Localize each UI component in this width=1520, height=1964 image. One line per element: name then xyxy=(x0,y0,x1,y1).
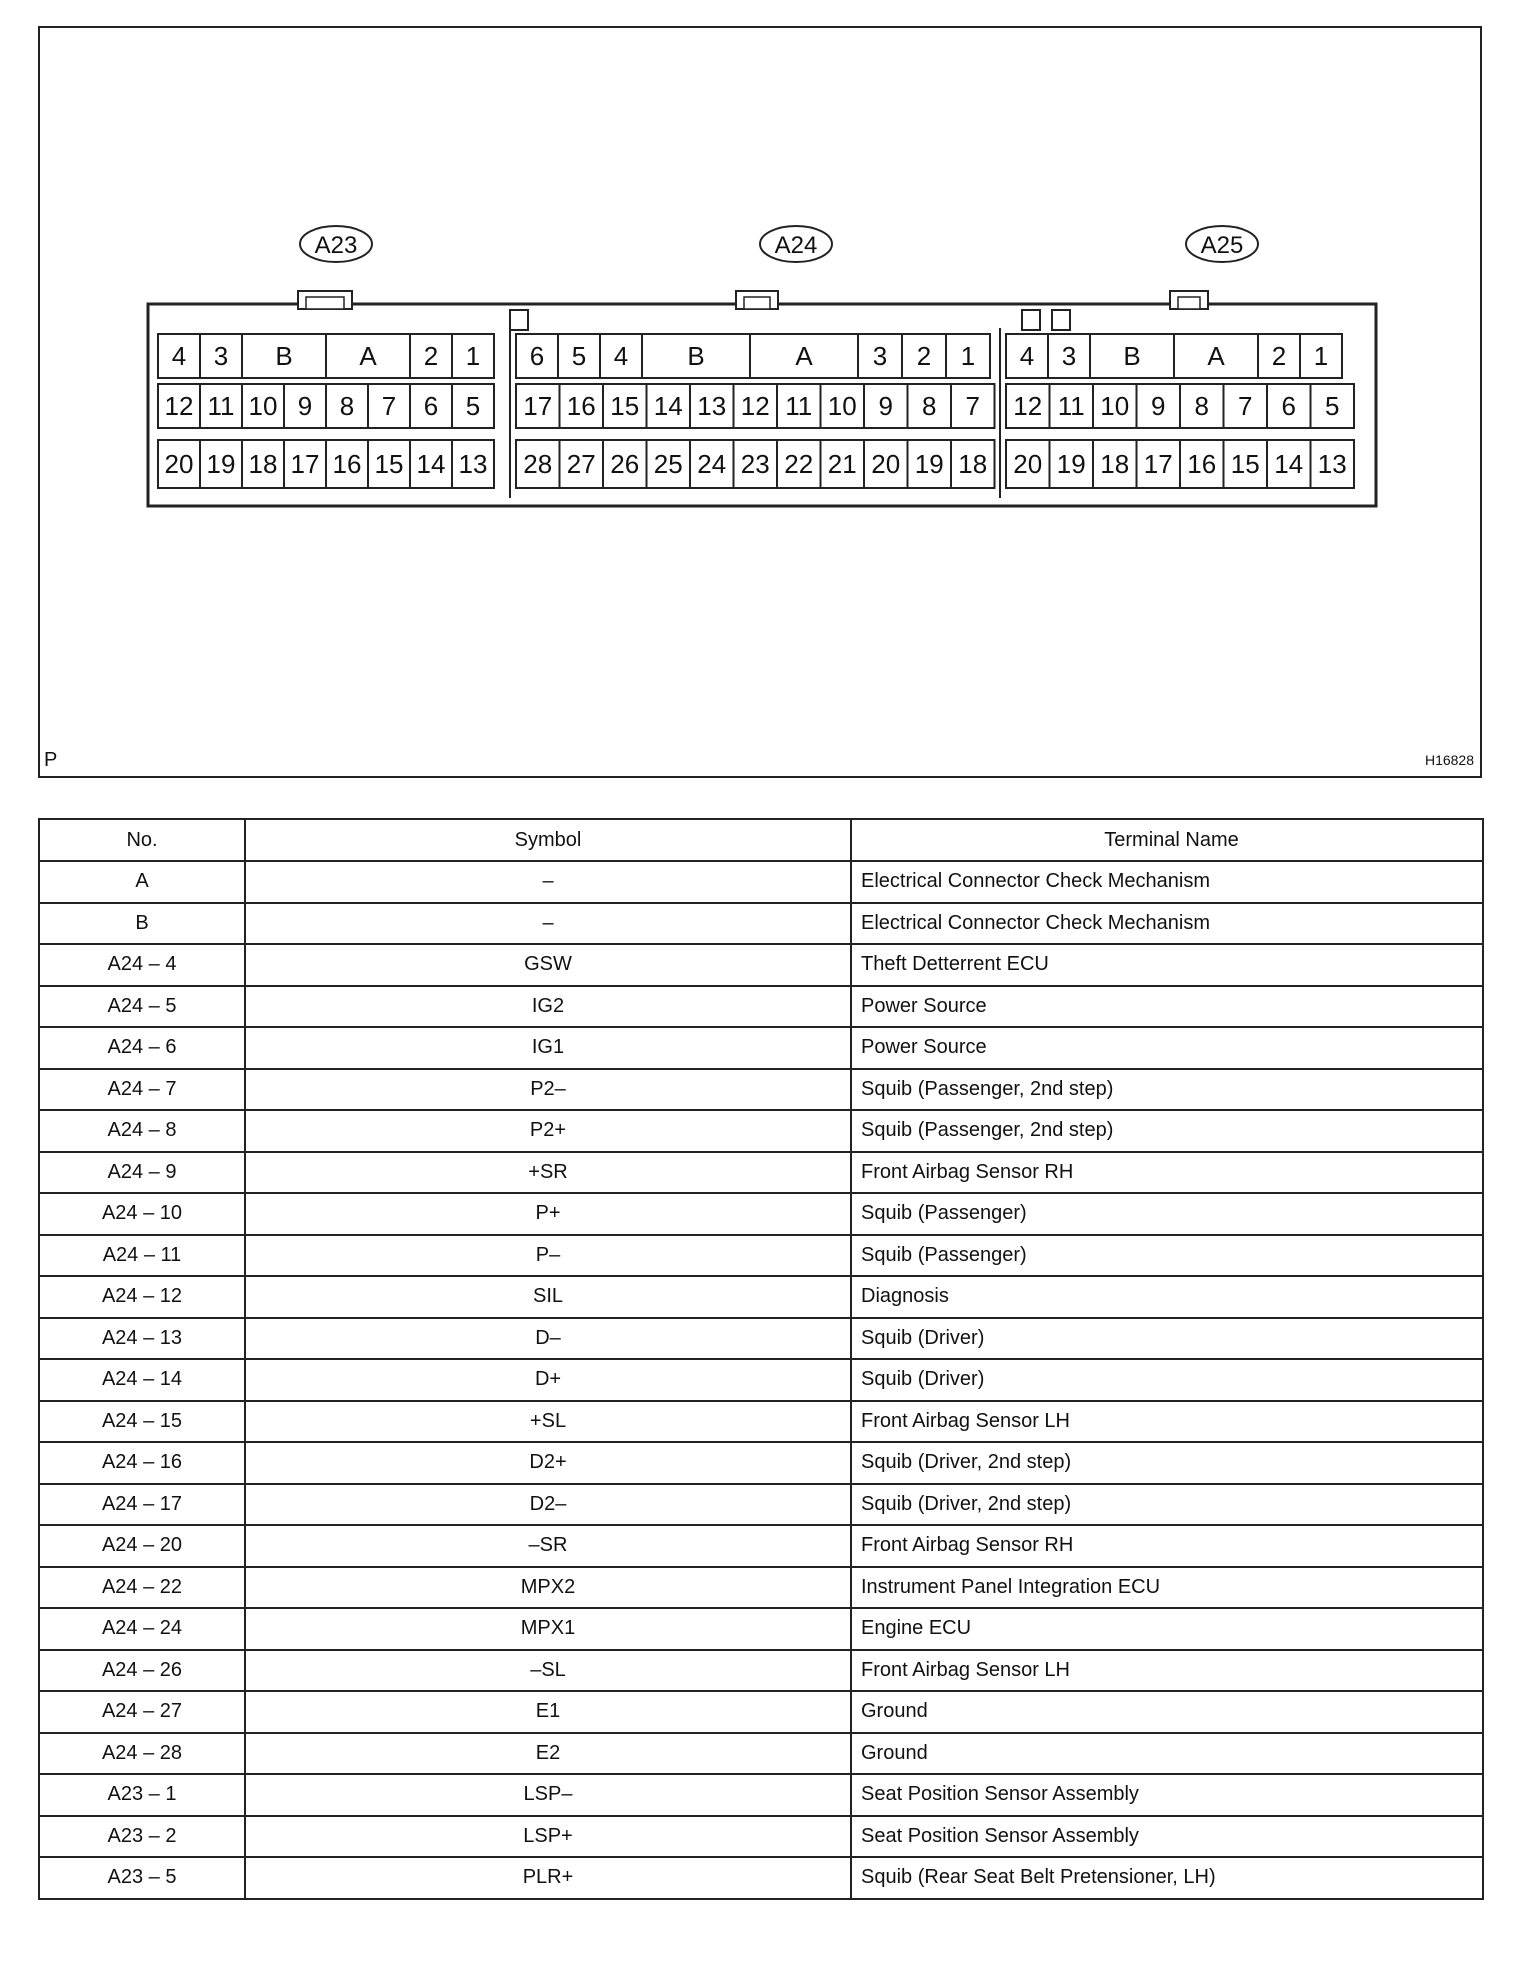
cell-symbol: P2– xyxy=(245,1069,851,1111)
cell-symbol: D2– xyxy=(245,1484,851,1526)
cell-no: A24 – 26 xyxy=(39,1650,245,1692)
table-row xyxy=(39,986,1483,1028)
header-no: No. xyxy=(39,819,245,861)
terminal-cell: 9 xyxy=(1151,391,1166,421)
terminal-cell: 6 xyxy=(1281,391,1296,421)
cell-symbol: P+ xyxy=(245,1193,851,1235)
terminal-cell: 20 xyxy=(164,449,194,479)
cell-terminal-name: Power Source xyxy=(851,986,1483,1028)
terminal-cell: 24 xyxy=(697,449,727,479)
cell-symbol: IG2 xyxy=(245,986,851,1028)
cell-no: A24 – 14 xyxy=(39,1359,245,1401)
cell-terminal-name: Diagnosis xyxy=(851,1276,1483,1318)
cell-symbol: LSP– xyxy=(245,1774,851,1816)
terminal-cell: 2 xyxy=(423,341,439,371)
terminal-cell: 5 xyxy=(571,341,587,371)
terminal-cell: 13 xyxy=(697,391,727,421)
table-row xyxy=(39,861,1483,903)
cell-symbol: – xyxy=(245,861,851,903)
cell-symbol: D2+ xyxy=(245,1442,851,1484)
cell-no: A24 – 7 xyxy=(39,1069,245,1111)
cell-no: A24 – 8 xyxy=(39,1110,245,1152)
terminal-cell: B xyxy=(275,341,293,371)
terminal-cell: 20 xyxy=(1013,449,1043,479)
terminal-cell: 25 xyxy=(653,449,683,479)
terminal-cell: 18 xyxy=(248,449,278,479)
table-row xyxy=(39,1069,1483,1111)
table-row xyxy=(39,1857,1483,1899)
terminal-cell: 4 xyxy=(613,341,629,371)
table-row xyxy=(39,903,1483,945)
terminal-cell: 10 xyxy=(827,391,857,421)
cell-symbol: GSW xyxy=(245,944,851,986)
terminal-cell: 11 xyxy=(1057,391,1085,421)
terminal-cell: 7 xyxy=(965,391,980,421)
cell-symbol: – xyxy=(245,903,851,945)
table-row xyxy=(39,1152,1483,1194)
terminal-cell: 19 xyxy=(206,449,236,479)
cell-symbol: E1 xyxy=(245,1691,851,1733)
cell-symbol: IG1 xyxy=(245,1027,851,1069)
terminal-cell: 3 xyxy=(213,341,229,371)
locking-tab xyxy=(510,310,528,330)
terminal-cell: 26 xyxy=(610,449,640,479)
cell-symbol: +SL xyxy=(245,1401,851,1443)
cell-terminal-name: Front Airbag Sensor LH xyxy=(851,1401,1483,1443)
terminal-cell: 15 xyxy=(1230,449,1260,479)
terminal-cell: 16 xyxy=(566,391,596,421)
table-row xyxy=(39,1567,1483,1609)
terminal-cell: 19 xyxy=(1056,449,1086,479)
cell-symbol: MPX2 xyxy=(245,1567,851,1609)
table-row xyxy=(39,1359,1483,1401)
terminal-cell: 28 xyxy=(523,449,553,479)
cell-terminal-name: Squib (Driver, 2nd step) xyxy=(851,1484,1483,1526)
connector-drawing xyxy=(40,28,1480,776)
header-terminal-name: Terminal Name xyxy=(851,819,1483,861)
terminal-cell: 11 xyxy=(785,391,813,421)
cell-no: A24 – 15 xyxy=(39,1401,245,1443)
terminal-cell: 5 xyxy=(465,391,481,421)
cell-terminal-name: Seat Position Sensor Assembly xyxy=(851,1816,1483,1858)
terminal-cell: 15 xyxy=(610,391,640,421)
terminal-cell: 4 xyxy=(1019,341,1035,371)
cell-terminal-name: Squib (Driver, 2nd step) xyxy=(851,1442,1483,1484)
cell-terminal-name: Electrical Connector Check Mechanism xyxy=(851,861,1483,903)
terminal-cell: 22 xyxy=(784,449,814,479)
cell-terminal-name: Theft Detterrent ECU xyxy=(851,944,1483,986)
terminal-cell: A xyxy=(1207,341,1225,371)
terminal-cell: B xyxy=(687,341,705,371)
table-row xyxy=(39,1110,1483,1152)
cell-terminal-name: Squib (Driver) xyxy=(851,1318,1483,1360)
connector-latch-inner xyxy=(744,297,770,309)
terminal-cell: 13 xyxy=(458,449,488,479)
connector-latch-inner xyxy=(1178,297,1200,309)
table-row xyxy=(39,1235,1483,1277)
cell-no: A23 – 5 xyxy=(39,1857,245,1899)
terminal-cell: 3 xyxy=(1061,341,1077,371)
table-row xyxy=(39,1816,1483,1858)
terminal-cell: 16 xyxy=(1187,449,1217,479)
terminal-cell: 7 xyxy=(1238,391,1253,421)
terminal-cell: 8 xyxy=(922,391,937,421)
corner-letter: P xyxy=(44,749,58,771)
table-row xyxy=(39,1442,1483,1484)
cell-no: A24 – 20 xyxy=(39,1525,245,1567)
cell-symbol: D+ xyxy=(245,1359,851,1401)
cell-symbol: D– xyxy=(245,1318,851,1360)
terminal-cell: 19 xyxy=(914,449,944,479)
terminal-cell: 12 xyxy=(740,391,770,421)
cell-terminal-name: Squib (Passenger, 2nd step) xyxy=(851,1110,1483,1152)
terminal-cell: 1 xyxy=(465,341,481,371)
table-row xyxy=(39,1691,1483,1733)
cell-terminal-name: Electrical Connector Check Mechanism xyxy=(851,903,1483,945)
terminal-cell: 18 xyxy=(958,449,988,479)
table-row xyxy=(39,1027,1483,1069)
terminal-cell: 2 xyxy=(1271,341,1287,371)
table-row xyxy=(39,1318,1483,1360)
cell-symbol: MPX1 xyxy=(245,1608,851,1650)
terminal-cell: 3 xyxy=(872,341,888,371)
table-row xyxy=(39,1525,1483,1567)
cell-no: A23 – 2 xyxy=(39,1816,245,1858)
cell-no: A xyxy=(39,861,245,903)
terminal-cell: 17 xyxy=(1143,449,1173,479)
terminal-cell: 1 xyxy=(960,341,976,371)
figure-code: H16828 xyxy=(1424,752,1474,768)
terminal-cell: 8 xyxy=(1194,391,1209,421)
terminal-cell: 17 xyxy=(523,391,553,421)
cell-no: A24 – 12 xyxy=(39,1276,245,1318)
terminal-cell: 11 xyxy=(207,391,235,421)
table-row xyxy=(39,1276,1483,1318)
locking-tab xyxy=(1052,310,1070,330)
cell-no: A24 – 4 xyxy=(39,944,245,986)
terminal-cell: 12 xyxy=(1013,391,1043,421)
terminal-cell: 18 xyxy=(1100,449,1130,479)
terminal-cell: A xyxy=(795,341,813,371)
table-row xyxy=(39,944,1483,986)
terminal-cell: 6 xyxy=(423,391,439,421)
cell-no: A24 – 6 xyxy=(39,1027,245,1069)
terminal-cell: 20 xyxy=(871,449,901,479)
terminal-cell: A xyxy=(359,341,377,371)
terminal-cell: 4 xyxy=(171,341,187,371)
terminal-cell: 14 xyxy=(653,391,683,421)
locking-tab xyxy=(1022,310,1040,330)
cell-terminal-name: Front Airbag Sensor LH xyxy=(851,1650,1483,1692)
table-row xyxy=(39,1193,1483,1235)
cell-terminal-name: Squib (Passenger) xyxy=(851,1193,1483,1235)
cell-symbol: SIL xyxy=(245,1276,851,1318)
terminal-cell: 1 xyxy=(1313,341,1329,371)
cell-no: B xyxy=(39,903,245,945)
terminal-cell: 6 xyxy=(529,341,545,371)
terminal-cell: 27 xyxy=(566,449,596,479)
cell-no: A24 – 11 xyxy=(39,1235,245,1277)
cell-no: A24 – 10 xyxy=(39,1193,245,1235)
cell-terminal-name: Front Airbag Sensor RH xyxy=(851,1525,1483,1567)
cell-symbol: –SR xyxy=(245,1525,851,1567)
terminal-cell: 12 xyxy=(164,391,194,421)
terminal-cell: 10 xyxy=(248,391,278,421)
terminal-cell: 9 xyxy=(297,391,313,421)
cell-no: A24 – 22 xyxy=(39,1567,245,1609)
cell-terminal-name: Squib (Rear Seat Belt Pretensioner, LH) xyxy=(851,1857,1483,1899)
terminal-cell: 2 xyxy=(916,341,932,371)
terminal-cell: 9 xyxy=(878,391,893,421)
cell-no: A24 – 9 xyxy=(39,1152,245,1194)
cell-no: A24 – 28 xyxy=(39,1733,245,1775)
cell-symbol: P2+ xyxy=(245,1110,851,1152)
cell-terminal-name: Squib (Driver) xyxy=(851,1359,1483,1401)
terminal-table xyxy=(38,818,1484,1900)
terminal-cell: 15 xyxy=(374,449,404,479)
cell-symbol: PLR+ xyxy=(245,1857,851,1899)
terminal-cell: 7 xyxy=(381,391,397,421)
cell-symbol: P– xyxy=(245,1235,851,1277)
cell-no: A24 – 24 xyxy=(39,1608,245,1650)
terminal-cell: 16 xyxy=(332,449,362,479)
cell-symbol: E2 xyxy=(245,1733,851,1775)
table-row xyxy=(39,1401,1483,1443)
cell-terminal-name: Power Source xyxy=(851,1027,1483,1069)
connector-label: A25 xyxy=(1200,232,1244,259)
cell-no: A24 – 16 xyxy=(39,1442,245,1484)
terminal-cell: 17 xyxy=(290,449,320,479)
cell-no: A24 – 27 xyxy=(39,1691,245,1733)
cell-symbol: +SR xyxy=(245,1152,851,1194)
connector-label: A23 xyxy=(314,232,358,259)
terminal-cell: B xyxy=(1123,341,1141,371)
table-row xyxy=(39,1608,1483,1650)
cell-terminal-name: Ground xyxy=(851,1691,1483,1733)
terminal-cell: 21 xyxy=(827,449,857,479)
cell-terminal-name: Engine ECU xyxy=(851,1608,1483,1650)
terminal-cell: 13 xyxy=(1317,449,1347,479)
cell-terminal-name: Front Airbag Sensor RH xyxy=(851,1152,1483,1194)
connector-label: A24 xyxy=(774,232,818,259)
cell-terminal-name: Instrument Panel Integration ECU xyxy=(851,1567,1483,1609)
terminal-cell: 23 xyxy=(740,449,770,479)
cell-terminal-name: Ground xyxy=(851,1733,1483,1775)
table-row xyxy=(39,1650,1483,1692)
cell-terminal-name: Squib (Passenger) xyxy=(851,1235,1483,1277)
table-row xyxy=(39,1484,1483,1526)
table-header-row xyxy=(39,819,1483,861)
terminal-cell: 5 xyxy=(1325,391,1340,421)
connector-latch-inner xyxy=(306,297,344,309)
table-row xyxy=(39,1774,1483,1816)
cell-symbol: –SL xyxy=(245,1650,851,1692)
terminal-cell: 14 xyxy=(416,449,446,479)
terminal-cell: 8 xyxy=(339,391,355,421)
terminal-cell: 14 xyxy=(1274,449,1304,479)
terminal-cell: 10 xyxy=(1100,391,1130,421)
connector-diagram xyxy=(38,26,1482,778)
cell-no: A24 – 5 xyxy=(39,986,245,1028)
cell-no: A24 – 13 xyxy=(39,1318,245,1360)
cell-terminal-name: Seat Position Sensor Assembly xyxy=(851,1774,1483,1816)
cell-no: A23 – 1 xyxy=(39,1774,245,1816)
cell-no: A24 – 17 xyxy=(39,1484,245,1526)
table-row xyxy=(39,1733,1483,1775)
cell-symbol: LSP+ xyxy=(245,1816,851,1858)
header-symbol: Symbol xyxy=(245,819,851,861)
cell-terminal-name: Squib (Passenger, 2nd step) xyxy=(851,1069,1483,1111)
